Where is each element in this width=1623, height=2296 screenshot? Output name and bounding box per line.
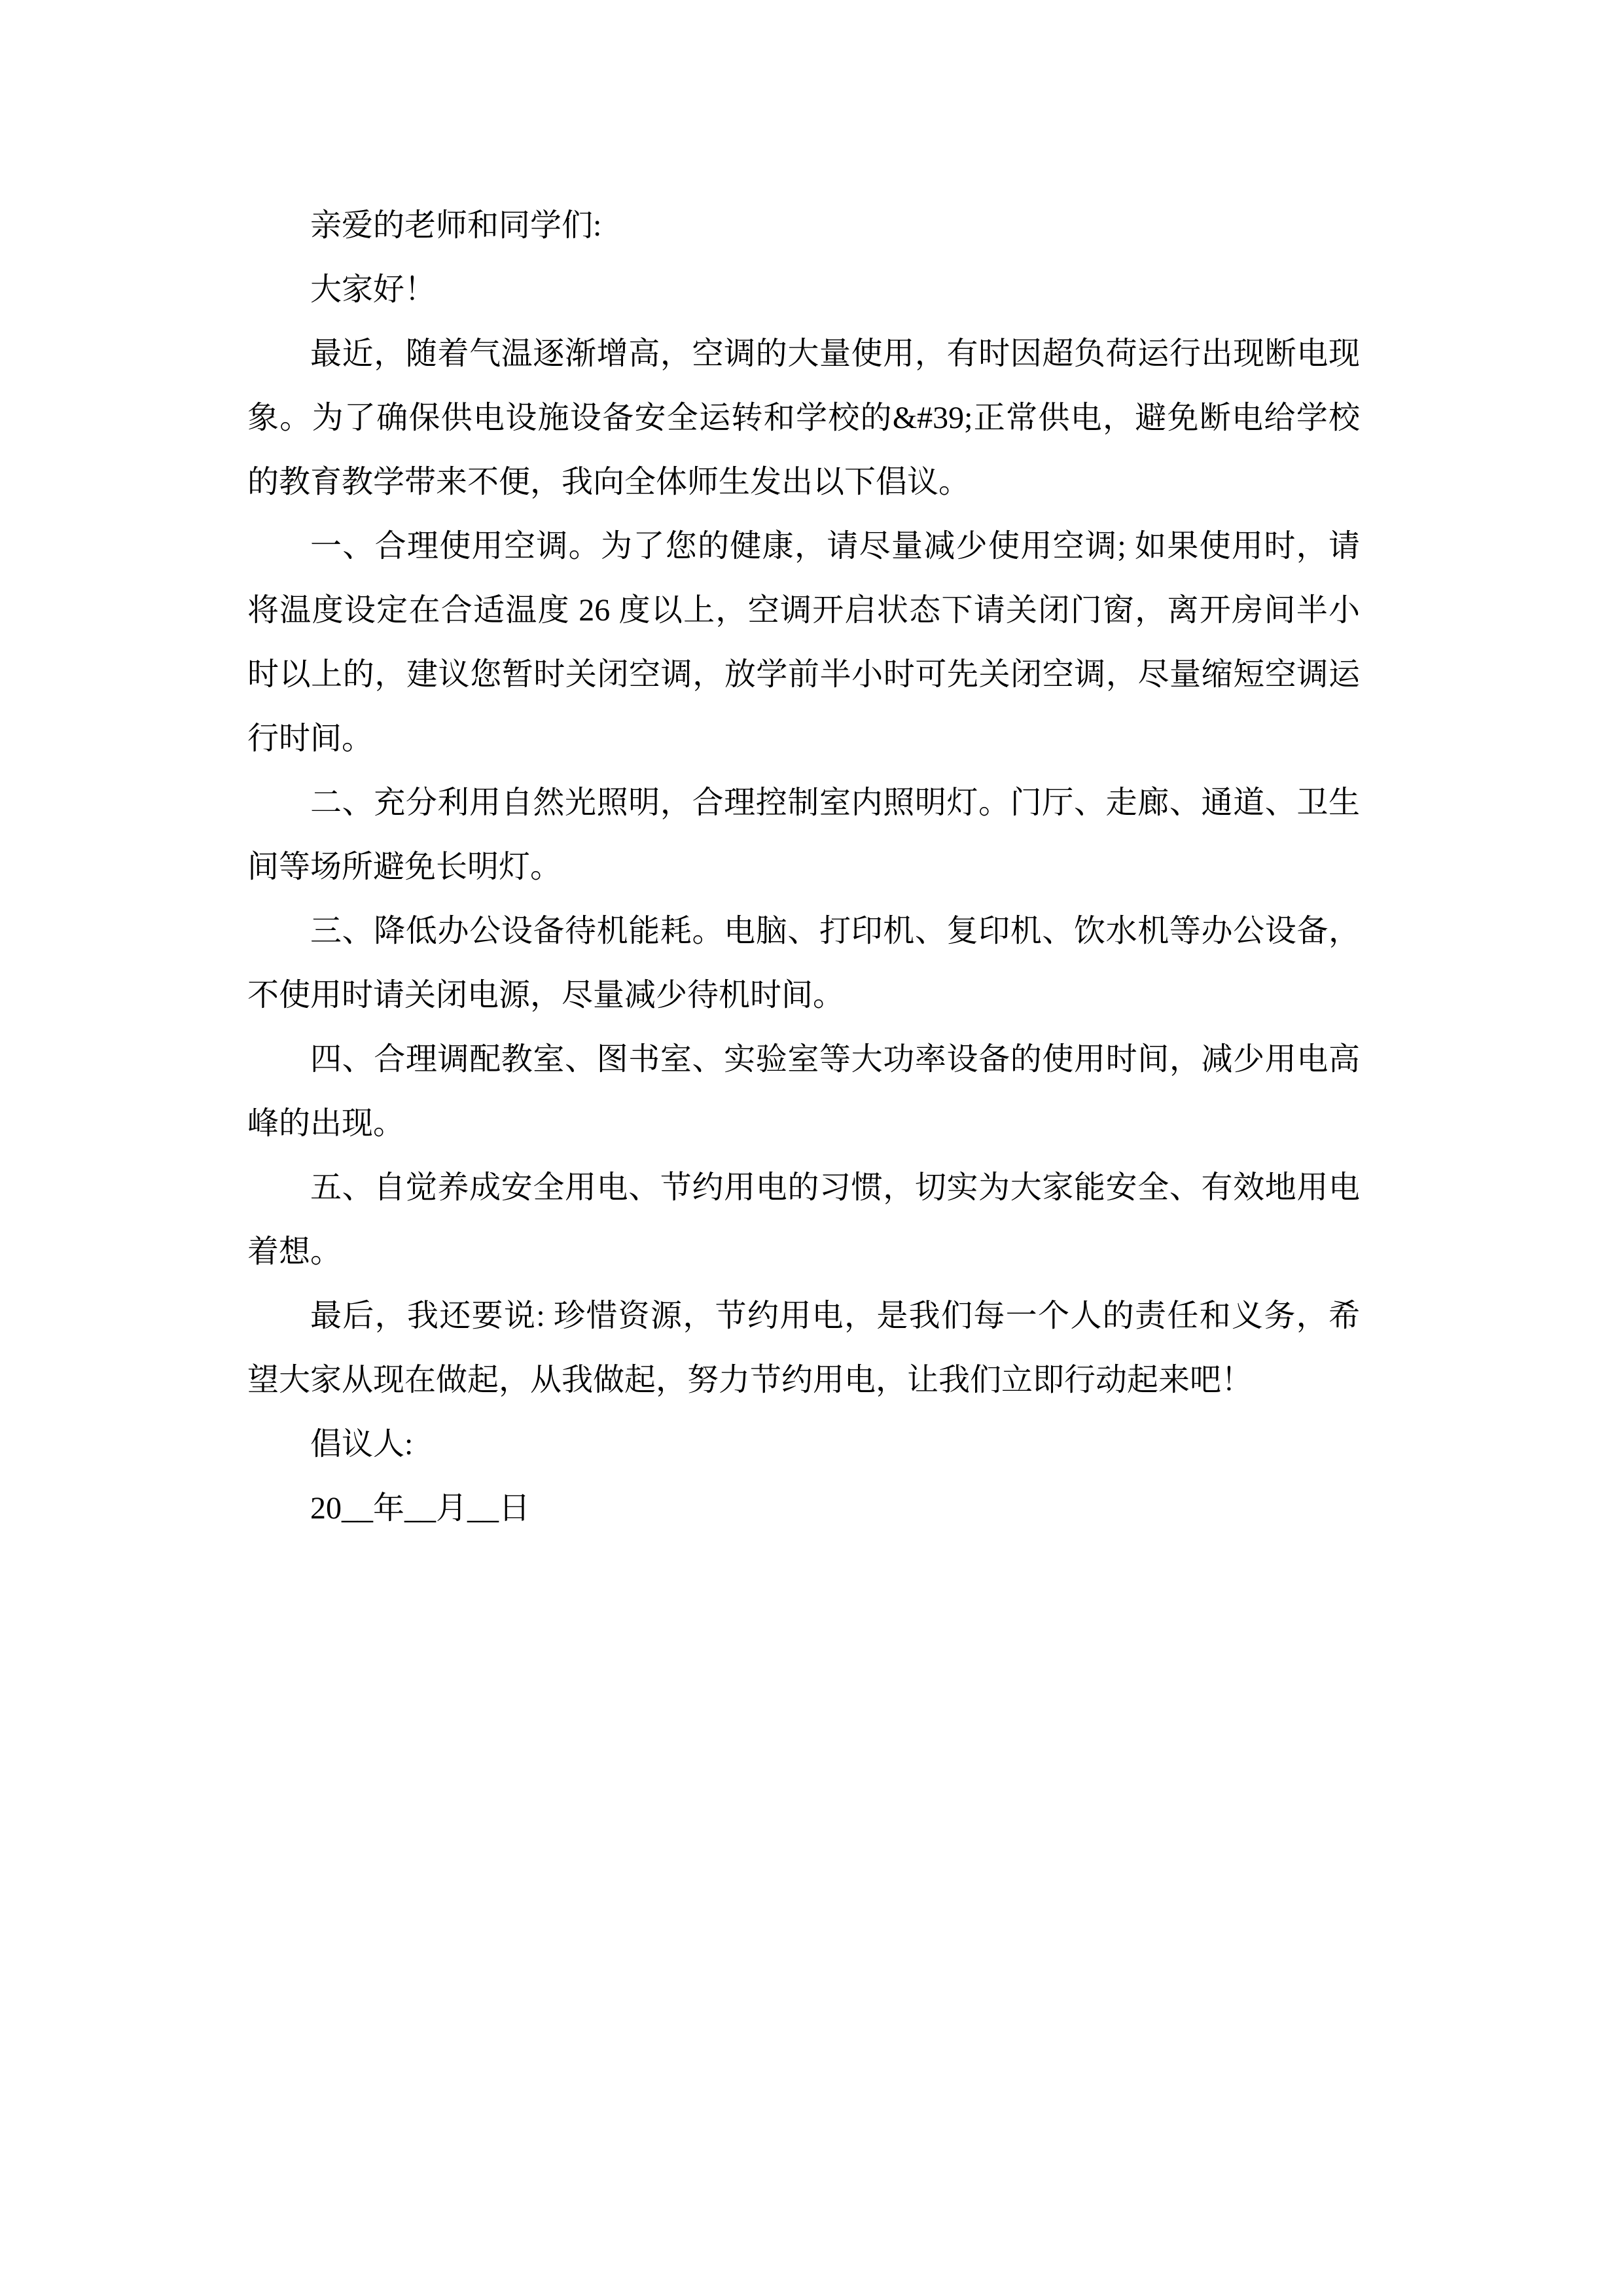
letter-body — [247, 194, 1360, 1541]
item-1-paragraph: 一、合理使用空调。为了您的健康，请尽量减少使用空调; 如果使用时，请将温度设定在合适温度 26 度以上，空调开启状态下请关闭门窗，离开房间半小时以上的，建议您暂时关闭空调，放学前半小时可先关闭空调，尽量缩短空调运行时间。 — [247, 529, 1360, 756]
item-2-paragraph: 二、充分利用自然光照明，合理控制室内照明灯。门厅、走廊、通道、卫生间等场所避免长明灯。 — [247, 785, 1360, 884]
signer-label: 倡议人: — [310, 1427, 414, 1462]
salutation: 亲爱的老师和同学们: — [310, 208, 602, 243]
item-5-paragraph: 五、自觉养成安全用电、节约用电的习惯，切实为大家能安全、有效地用电着想。 — [247, 1170, 1360, 1269]
date-line: 20__年__月__日 — [310, 1491, 531, 1526]
closing-paragraph: 最后，我还要说: 珍惜资源，节约用电，是我们每一个人的责任和义务，希望大家从现在做起，从我做起，努力节约用电，让我们立即行动起来吧！ — [247, 1299, 1360, 1397]
item-4-paragraph: 四、合理调配教室、图书室、实验室等大功率设备的使用时间，减少用电高峰的出现。 — [247, 1042, 1360, 1141]
greeting: 大家好！ — [310, 272, 437, 307]
item-3-paragraph: 三、降低办公设备待机能耗。电脑、打印机、复印机、饮水机等办公设备，不使用时请关闭电源，尽量减少待机时间。 — [247, 914, 1360, 1013]
intro-paragraph: 最近，随着气温逐渐增高，空调的大量使用，有时因超负荷运行出现断电现象。为了确保供电设施设备安全运转和学校的&#39;正常供电，避免断电给学校的教育教学带来不便，我向全体师生发出以下倡议。 — [247, 336, 1360, 499]
